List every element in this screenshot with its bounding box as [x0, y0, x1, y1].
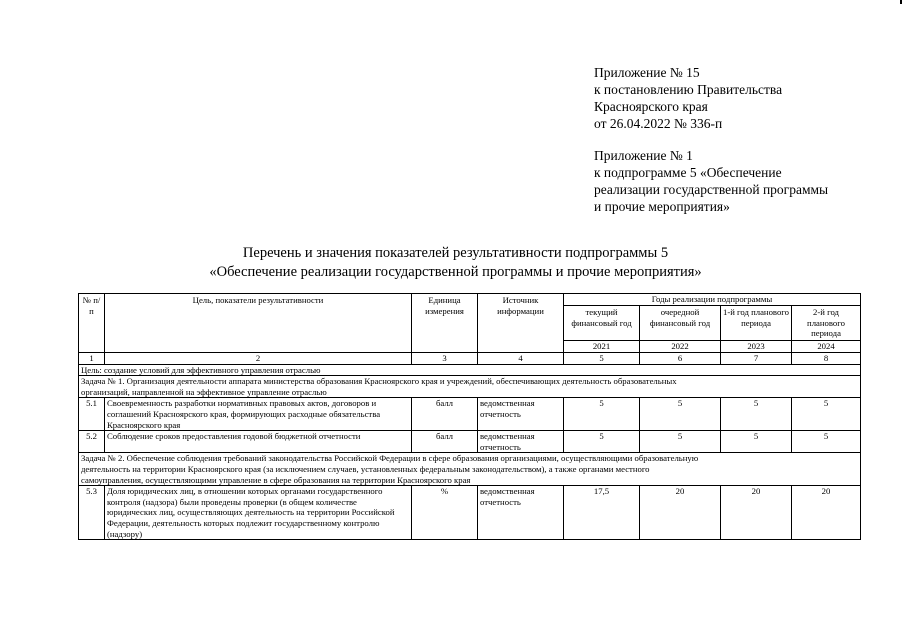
indicators-table: [78, 293, 861, 540]
header-source: Источник информации: [478, 294, 564, 353]
task2-line3: самоуправления, осуществляющими управление в сфере образования на территории Красноярского края: [81, 474, 471, 485]
row-value-2024: 5: [792, 398, 861, 431]
appendix-main-line3: Красноярского края: [594, 99, 708, 114]
appendix-sub-line4: и прочие мероприятия»: [594, 199, 730, 214]
column-number: 6: [640, 353, 721, 365]
table-row: [79, 431, 861, 453]
row-indicator: Доля юридических лиц, в отношении которых органами государственного контроля (надзора) были проведены проверки (в общем количестве юридических лиц, осуществляющих деятельность на территории Российской Федерации, деятельность которых подлежит государственному контролю (надзору): [105, 486, 412, 540]
header-current-year: текущий финансовый год: [564, 306, 640, 341]
row-unit: балл: [412, 398, 478, 431]
appendix-sub-line1: Приложение № 1: [594, 148, 693, 163]
header-year-2024: 2024: [792, 341, 861, 353]
row-value-2021: 17,5: [564, 486, 640, 540]
task1-line2: организаций, направленной на эффективное управление отраслью: [81, 386, 327, 397]
column-number: 8: [792, 353, 861, 365]
row-unit: %: [412, 486, 478, 540]
column-number: 3: [412, 353, 478, 365]
row-value-2021: 5: [564, 398, 640, 431]
header-plan2: 2-й год планового периода: [792, 306, 861, 341]
row-value-2024: 5: [792, 431, 861, 453]
appendix-main-line2: к постановлению Правительства: [594, 82, 783, 97]
header-num: № п/п: [79, 294, 105, 353]
row-value-2023: 5: [721, 398, 792, 431]
row-indicator: Соблюдение сроков предоставления годовой бюджетной отчетности: [105, 431, 412, 453]
header-next-year: очередной финансовый год: [640, 306, 721, 341]
task2-text: [79, 453, 861, 486]
row-source: ведомственная отчетность: [478, 398, 564, 431]
column-number: 5: [564, 353, 640, 365]
appendix-main-line1: Приложение № 15: [594, 65, 700, 80]
task1-row: [79, 376, 861, 398]
row-value-2022: 5: [640, 431, 721, 453]
appendix-main-block: [594, 64, 782, 132]
appendix-sub-line3: реализации государственной программы: [594, 182, 829, 197]
task1-line1: Задача № 1. Организация деятельности аппарата министерства образования Красноярского края и учреждений, обеспечивающих деятельность образовательных: [81, 376, 677, 387]
header-year-2021: 2021: [564, 341, 640, 353]
table-header-row: [79, 294, 861, 306]
row-source: ведомственная отчетность: [478, 486, 564, 540]
column-number: 4: [478, 353, 564, 365]
goal-row: [79, 364, 861, 376]
task2-row: [79, 453, 861, 486]
row-value-2022: 20: [640, 486, 721, 540]
row-value-2024: 20: [792, 486, 861, 540]
appendix-sub-block: [594, 147, 828, 215]
row-num: 5.1: [79, 398, 105, 431]
appendix-main-line4: от 26.04.2022 № 336-п: [594, 116, 723, 131]
row-indicator: Своевременность разработки нормативных правовых актов, договоров и соглашений Красноярского края, формирующих расходные обязательства Красноярского края: [105, 398, 412, 431]
task2-line1: Задача № 2. Обеспечение соблюдения требований законодательства Российской Федерации в сфере образования организациями, осуществляющими образовательную: [81, 453, 699, 464]
header-year-2023: 2023: [721, 341, 792, 353]
row-unit: балл: [412, 431, 478, 453]
row-value-2022: 5: [640, 398, 721, 431]
row-num: 5.2: [79, 431, 105, 453]
task2-line2: деятельность на территории Красноярского края (за исключением случаев, установленных федеральным законодательством), а также органами местного: [81, 463, 650, 474]
header-goal: Цель, показатели результативности: [105, 294, 412, 353]
appendix-sub-line2: к подпрограмме 5 «Обеспечение: [594, 165, 782, 180]
document-title-line1: Перечень и значения показателей результативности подпрограммы 5: [242, 245, 669, 261]
column-number: 1: [79, 353, 105, 365]
header-plan1: 1-й год планового периода: [721, 306, 792, 341]
corner-mark: [900, 0, 902, 4]
goal-text: Цель: создание условий для эффективного управления отраслью: [79, 364, 861, 376]
header-year-2022: 2022: [640, 341, 721, 353]
header-unit: Единица измерения: [412, 294, 478, 353]
document-title-line2: «Обеспечение реализации государственной программы и прочие мероприятия»: [209, 264, 702, 280]
header-years-group: Годы реализации подпрограммы: [564, 294, 861, 306]
column-number: 2: [105, 353, 412, 365]
table-row: [79, 486, 861, 540]
row-value-2023: 5: [721, 431, 792, 453]
row-num: 5.3: [79, 486, 105, 540]
column-number: 7: [721, 353, 792, 365]
task1-text: [79, 376, 861, 398]
row-value-2021: 5: [564, 431, 640, 453]
column-number-row: [79, 353, 861, 365]
row-value-2023: 20: [721, 486, 792, 540]
row-source: ведомственная отчетность: [478, 431, 564, 453]
table-row: [79, 398, 861, 431]
